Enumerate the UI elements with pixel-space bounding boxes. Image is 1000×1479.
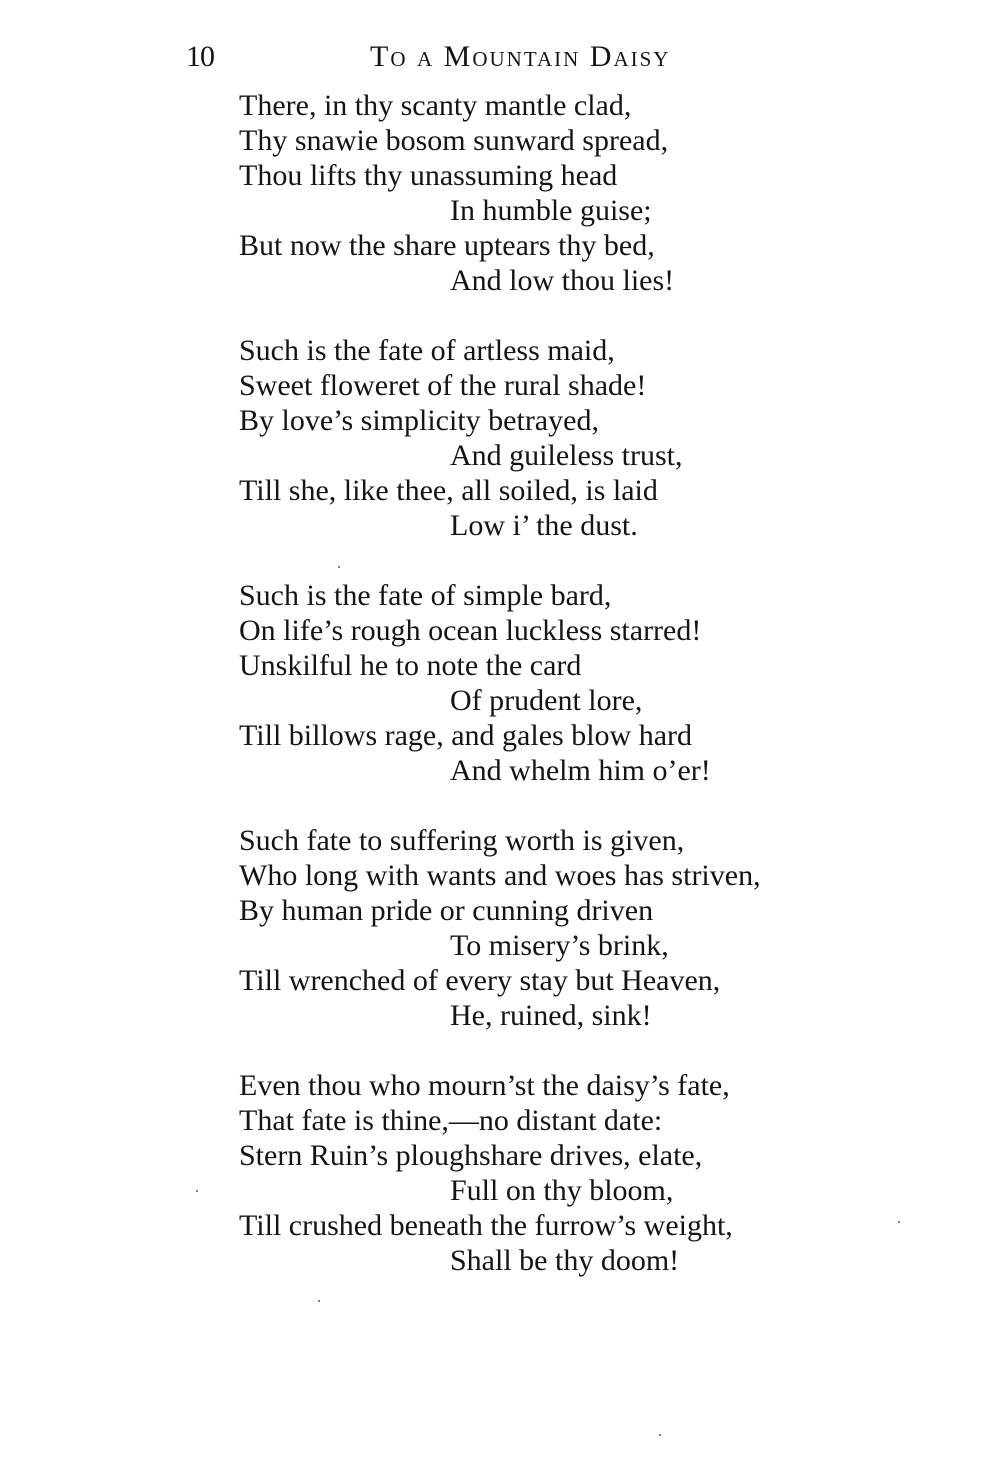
poem-line-indented: In humble guise; — [450, 194, 652, 227]
poem-line: On life’s rough ocean luckless starred! — [239, 614, 702, 647]
poem-line: Sweet floweret of the rural shade! — [239, 369, 647, 402]
poem-line-indented: Full on thy bloom, — [450, 1174, 674, 1207]
scan-speck — [898, 1221, 900, 1223]
poem-line: Till wrenched of every stay but Heaven, — [239, 964, 721, 997]
poem-line: By love’s simplicity betrayed, — [239, 404, 599, 437]
poem-line: Such is the fate of artless maid, — [239, 334, 615, 367]
poem-line: Such fate to suffering worth is given, — [239, 824, 685, 857]
poem-line-indented: Low i’ the dust. — [450, 509, 638, 542]
poem-line: By human pride or cunning driven — [239, 894, 654, 927]
stanza-4 — [239, 823, 979, 1033]
stanza-5 — [239, 1068, 979, 1278]
poem-line: Thou lifts thy unassuming head — [239, 159, 618, 192]
poem-line-indented: And guileless trust, — [450, 439, 683, 472]
page-number: 10 — [186, 40, 214, 73]
poem-line: Till billows rage, and gales blow hard — [239, 719, 693, 752]
poem-line-indented: He, ruined, sink! — [450, 999, 652, 1032]
poem-line: Till crushed beneath the furrow’s weight, — [239, 1209, 733, 1242]
stanza-3 — [239, 578, 979, 788]
stanza-1 — [239, 88, 979, 298]
poem-line-indented: Shall be thy doom! — [450, 1244, 680, 1277]
poem-line: Such is the fate of simple bard, — [239, 579, 612, 612]
poem-line: Who long with wants and woes has striven, — [239, 859, 761, 892]
poem-line: Till she, like thee, all soiled, is laid — [239, 474, 658, 507]
scan-speck — [318, 1300, 320, 1302]
poem-line: Unskilful he to note the card — [239, 649, 582, 682]
scan-speck — [659, 1434, 661, 1436]
scan-speck — [338, 566, 340, 568]
poem-line: But now the share uptears thy bed, — [239, 229, 655, 262]
poem-line: There, in thy scanty mantle clad, — [239, 89, 632, 122]
poem-line: Thy snawie bosom sunward spread, — [239, 124, 669, 157]
poem-line: That fate is thine,—no distant date: — [239, 1104, 663, 1137]
stanza-2 — [239, 333, 979, 543]
poem-line: Stern Ruin’s ploughshare drives, elate, — [239, 1139, 703, 1172]
poem-line-indented: And low thou lies! — [450, 264, 675, 297]
running-title: To a Mountain Daisy — [370, 40, 671, 73]
poem-line-indented: And whelm him o’er! — [450, 754, 711, 787]
poem-line: Even thou who mourn’st the daisy’s fate, — [239, 1069, 730, 1102]
poem-line-indented: Of prudent lore, — [450, 684, 643, 717]
scan-speck — [196, 1190, 198, 1192]
poem — [239, 88, 979, 1313]
poem-line-indented: To misery’s brink, — [450, 929, 669, 962]
